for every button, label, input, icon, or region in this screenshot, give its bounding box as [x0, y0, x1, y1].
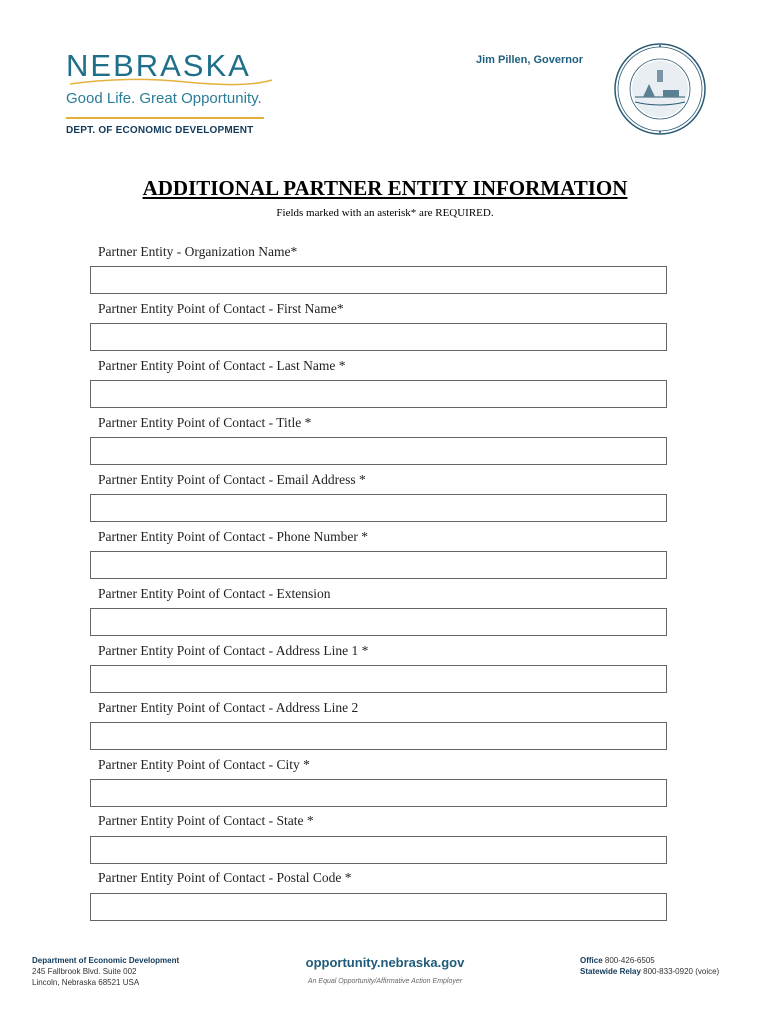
phone-input[interactable] [90, 551, 667, 579]
footer-eoe-statement: An Equal Opportunity/Affirmative Action Employer [307, 978, 463, 985]
form-title: ADDITIONAL PARTNER ENTITY INFORMATION [142, 176, 628, 200]
footer-relay-line [580, 966, 719, 977]
address-line-1-input[interactable] [90, 665, 667, 693]
postal-code-label: Partner Entity Point of Contact - Postal Code * [98, 870, 352, 885]
form-subtitle: Fields marked with an asterisk* are REQUIRED. [276, 207, 494, 219]
organization-name-input[interactable] [90, 266, 667, 294]
organization-name-label: Partner Entity - Organization Name* [98, 244, 298, 259]
footer-address-line-2: Lincoln, Nebraska 68521 USA [32, 978, 140, 987]
extension-input[interactable] [90, 608, 667, 636]
footer-contact-block [580, 955, 719, 977]
footer-dept-name: Department of Economic Development [32, 956, 180, 965]
postal-code-input[interactable] [90, 893, 667, 921]
logo-tagline: Good Life. Great Opportunity. [66, 90, 262, 107]
first-name-input[interactable] [90, 323, 667, 351]
logo-wordmark: NEBRASKA [66, 48, 251, 83]
last-name-label: Partner Entity Point of Contact - Last Name * [98, 358, 346, 373]
address-line-2-label: Partner Entity Point of Contact - Address Line 2 [98, 700, 359, 715]
state-input[interactable] [90, 836, 667, 864]
footer-relay-label: Statewide Relay [580, 967, 641, 976]
last-name-input[interactable] [90, 380, 667, 408]
city-input[interactable] [90, 779, 667, 807]
city-label: Partner Entity Point of Contact - City * [98, 757, 310, 772]
footer-office-label: Office [580, 956, 603, 965]
governor-name: Jim Pillen, Governor [476, 54, 583, 66]
extension-label: Partner Entity Point of Contact - Extension [98, 586, 331, 601]
logo-swoosh-icon [66, 74, 276, 94]
footer-office-line [580, 955, 719, 966]
email-input[interactable] [90, 494, 667, 522]
gold-divider [66, 117, 264, 119]
state-label: Partner Entity Point of Contact - State * [98, 813, 314, 828]
email-label: Partner Entity Point of Contact - Email Address * [98, 472, 366, 487]
phone-label: Partner Entity Point of Contact - Phone Number * [98, 529, 368, 544]
footer-office-number: 800-426-6505 [604, 956, 655, 965]
footer-relay-number: 800-833-0920 (voice) [643, 967, 720, 976]
state-seal-icon [613, 42, 707, 136]
footer-website-link[interactable]: opportunity.nebraska.gov [305, 955, 465, 970]
first-name-label: Partner Entity Point of Contact - First Name* [98, 301, 344, 316]
address-line-1-label: Partner Entity Point of Contact - Address Line 1 * [98, 643, 369, 658]
nebraska-logo [66, 50, 276, 136]
address-line-2-input[interactable] [90, 722, 667, 750]
dept-name: DEPT. OF ECONOMIC DEVELOPMENT [66, 125, 254, 136]
footer-address-line-1: 245 Fallbrook Blvd. Suite 002 [32, 967, 137, 976]
title-input[interactable] [90, 437, 667, 465]
title-label: Partner Entity Point of Contact - Title * [98, 415, 312, 430]
